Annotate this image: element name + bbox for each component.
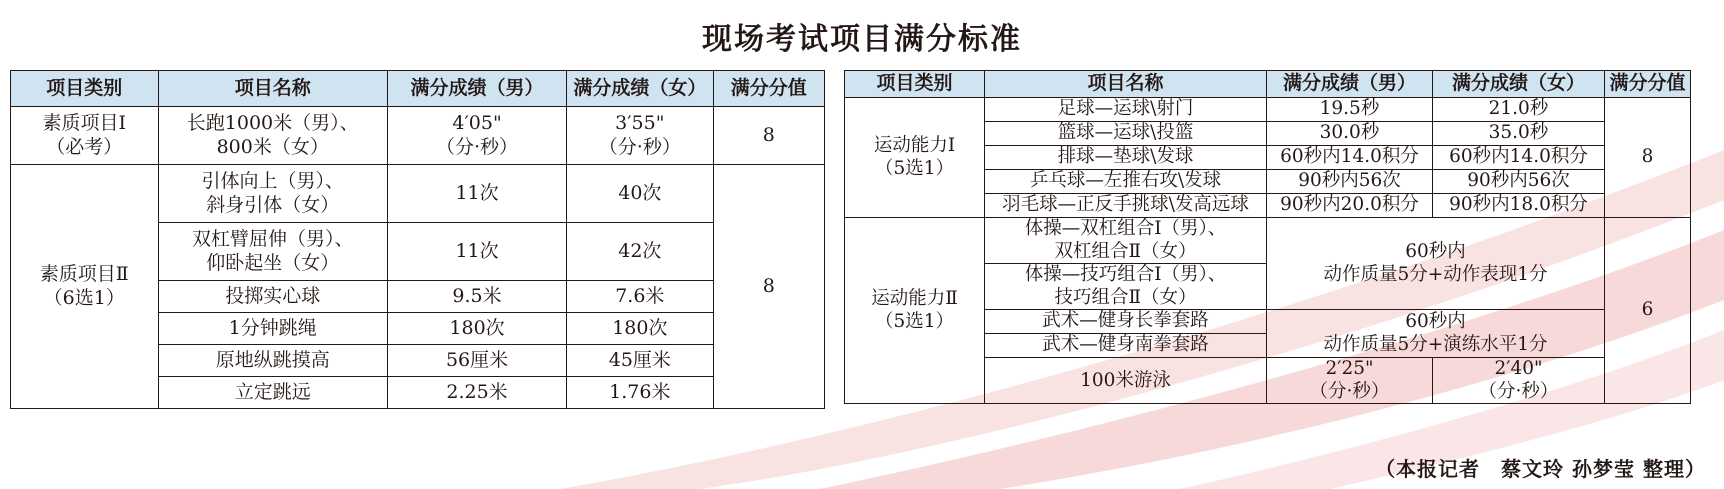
item-name-cell: 体操—双杠组合Ⅰ（男）、 双杠组合Ⅱ（女） <box>985 218 1267 264</box>
shared-score-cell: 60秒内 动作质量5分+演练水平1分 <box>1267 310 1605 358</box>
female-score-cell: 60秒内14.0积分 <box>1433 146 1605 170</box>
female-score-cell: 180次 <box>567 313 713 345</box>
female-score-cell: 90秒内18.0积分 <box>1433 194 1605 218</box>
item-name-cell: 羽毛球—正反手挑球\发高远球 <box>985 194 1267 218</box>
table-row <box>845 98 1691 122</box>
standards-table-right <box>844 70 1691 404</box>
header-female: 满分成绩（女） <box>1433 71 1605 98</box>
item-name-cell: 排球—垫球\发球 <box>985 146 1267 170</box>
item-name-cell: 投掷实心球 <box>158 281 387 313</box>
header-male: 满分成绩（男） <box>387 71 566 107</box>
male-score-cell: 2.25米 <box>387 377 566 409</box>
category-cell: 素质项目Ⅰ （必考） <box>11 107 159 165</box>
item-name-cell: 乒乓球—左推右攻\发球 <box>985 170 1267 194</box>
header-score: 满分分值 <box>1605 71 1691 98</box>
header-male: 满分成绩（男） <box>1267 71 1433 98</box>
standards-table-left <box>10 70 825 409</box>
reporter-credit: （本报记者 蔡文玲 孙梦莹 整理） <box>1375 457 1706 481</box>
female-score-cell: 35.0秒 <box>1433 122 1605 146</box>
table-row <box>11 107 825 165</box>
male-score-cell: 2′25" （分·秒） <box>1267 358 1433 404</box>
item-name-cell: 篮球—运球\投篮 <box>985 122 1267 146</box>
item-name-cell: 原地纵跳摸高 <box>158 345 387 377</box>
female-score-cell: 90秒内56次 <box>1433 170 1605 194</box>
table-header-row <box>11 71 825 107</box>
category-cell: 运动能力Ⅱ （5选1） <box>845 218 985 404</box>
male-score-cell: 9.5米 <box>387 281 566 313</box>
header-female: 满分成绩（女） <box>567 71 713 107</box>
full-score-cell: 8 <box>1605 98 1691 218</box>
male-score-cell: 180次 <box>387 313 566 345</box>
item-name-cell: 武术—健身长拳套路 <box>985 310 1267 334</box>
male-score-cell: 30.0秒 <box>1267 122 1433 146</box>
item-name-cell: 体操—技巧组合Ⅰ（男）、 技巧组合Ⅱ（女） <box>985 264 1267 310</box>
table-row <box>11 165 825 223</box>
category-cell: 素质项目Ⅱ （6选1） <box>11 165 159 409</box>
male-score-cell: 90秒内56次 <box>1267 170 1433 194</box>
header-score: 满分分值 <box>713 71 824 107</box>
table-row <box>845 218 1691 264</box>
item-name-cell: 100米游泳 <box>985 358 1267 404</box>
item-name-cell: 长跑1000米（男）、 800米（女） <box>158 107 387 165</box>
female-score-cell: 3′55" （分·秒） <box>567 107 713 165</box>
item-name-cell: 足球—运球\射门 <box>985 98 1267 122</box>
item-name-cell: 立定跳远 <box>158 377 387 409</box>
item-name-cell: 1分钟跳绳 <box>158 313 387 345</box>
header-category: 项目类别 <box>11 71 159 107</box>
female-score-cell: 7.6米 <box>567 281 713 313</box>
table-header-row <box>845 71 1691 98</box>
full-score-cell: 6 <box>1605 218 1691 404</box>
item-name-cell: 双杠臂屈伸（男）、 仰卧起坐（女） <box>158 223 387 281</box>
shared-score-cell: 60秒内 动作质量5分+动作表现1分 <box>1267 218 1605 310</box>
male-score-cell: 11次 <box>387 165 566 223</box>
male-score-cell: 60秒内14.0积分 <box>1267 146 1433 170</box>
male-score-cell: 19.5秒 <box>1267 98 1433 122</box>
page-title: 现场考试项目满分标准 <box>702 22 1022 57</box>
header-name: 项目名称 <box>985 71 1267 98</box>
female-score-cell: 42次 <box>567 223 713 281</box>
female-score-cell: 40次 <box>567 165 713 223</box>
full-score-cell: 8 <box>713 165 824 409</box>
female-score-cell: 45厘米 <box>567 345 713 377</box>
male-score-cell: 11次 <box>387 223 566 281</box>
female-score-cell: 2′40" （分·秒） <box>1433 358 1605 404</box>
male-score-cell: 56厘米 <box>387 345 566 377</box>
male-score-cell: 90秒内20.0积分 <box>1267 194 1433 218</box>
full-score-cell: 8 <box>713 107 824 165</box>
header-name: 项目名称 <box>158 71 387 107</box>
female-score-cell: 21.0秒 <box>1433 98 1605 122</box>
category-cell: 运动能力Ⅰ （5选1） <box>845 98 985 218</box>
item-name-cell: 武术—健身南拳套路 <box>985 334 1267 358</box>
female-score-cell: 1.76米 <box>567 377 713 409</box>
item-name-cell: 引体向上（男）、 斜身引体（女） <box>158 165 387 223</box>
header-category: 项目类别 <box>845 71 985 98</box>
male-score-cell: 4′05" （分·秒） <box>387 107 566 165</box>
